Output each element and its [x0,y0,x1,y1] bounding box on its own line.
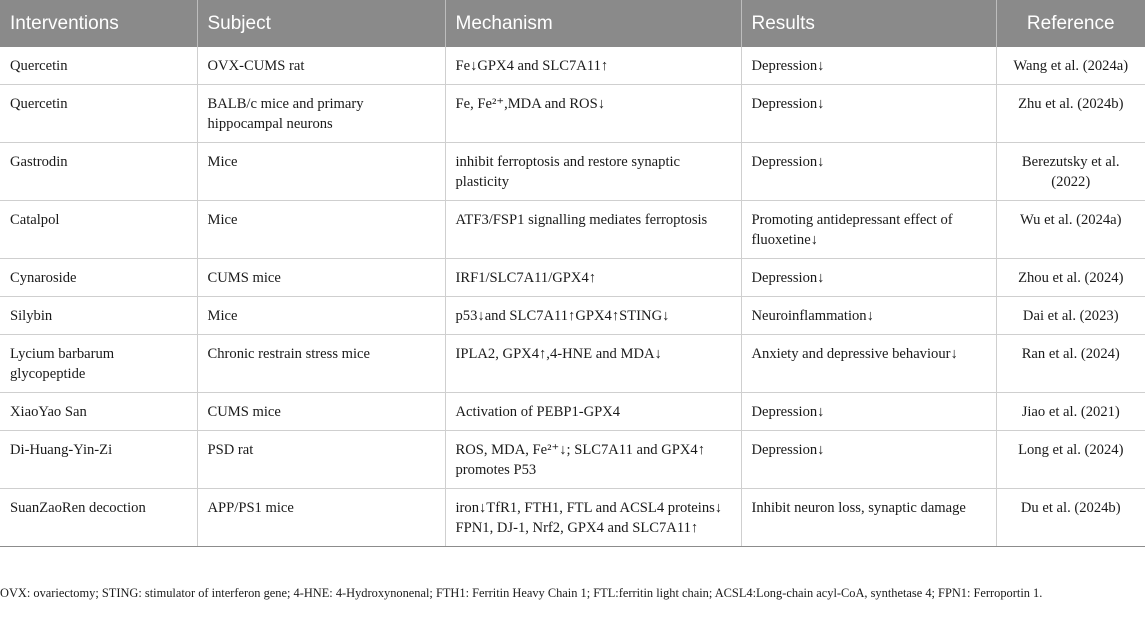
cell-mechanism: ATF3/FSP1 signalling mediates ferroptosis [445,201,741,259]
cell-subject: CUMS mice [197,393,445,431]
cell-reference: Zhou et al. (2024) [996,259,1145,297]
cell-mechanism: Fe, Fe²⁺,MDA and ROS↓ [445,85,741,143]
cell-intervention: XiaoYao San [0,393,197,431]
cell-subject: CUMS mice [197,259,445,297]
cell-mechanism: IPLA2, GPX4↑,4-HNE and MDA↓ [445,335,741,393]
cell-mechanism: ROS, MDA, Fe²⁺↓; SLC7A11 and GPX4↑ promotes P53 [445,431,741,489]
header-mechanism: Mechanism [445,0,741,47]
cell-reference: Wang et al. (2024a) [996,47,1145,85]
header-interventions: Interventions [0,0,197,47]
cell-subject: Mice [197,143,445,201]
cell-mechanism: Activation of PEBP1-GPX4 [445,393,741,431]
cell-subject: APP/PS1 mice [197,489,445,547]
table-row [0,85,1145,143]
table-row [0,297,1145,335]
cell-results: Depression↓ [741,431,996,489]
header-subject: Subject [197,0,445,47]
cell-results: Neuroinflammation↓ [741,297,996,335]
cell-results: Depression↓ [741,393,996,431]
cell-reference: Zhu et al. (2024b) [996,85,1145,143]
cell-subject: Mice [197,201,445,259]
cell-reference: Ran et al. (2024) [996,335,1145,393]
header-results: Results [741,0,996,47]
cell-subject: OVX-CUMS rat [197,47,445,85]
table-row [0,201,1145,259]
table-row [0,47,1145,85]
cell-mechanism: inhibit ferroptosis and restore synaptic plasticity [445,143,741,201]
cell-reference: Berezutsky et al. (2022) [996,143,1145,201]
table-row [0,431,1145,489]
cell-results: Depression↓ [741,259,996,297]
table-row [0,489,1145,547]
table-header-row [0,0,1145,47]
cell-intervention: Catalpol [0,201,197,259]
cell-subject: PSD rat [197,431,445,489]
cell-results: Depression↓ [741,143,996,201]
cell-results: Anxiety and depressive behaviour↓ [741,335,996,393]
cell-intervention: Silybin [0,297,197,335]
header-reference: Reference [996,0,1145,47]
cell-mechanism: iron↓TfR1, FTH1, FTL and ACSL4 proteins↓ FPN1, DJ-1, Nrf2, GPX4 and SLC7A11↑ [445,489,741,547]
cell-intervention: Lycium barbarum glycopeptide [0,335,197,393]
cell-mechanism: Fe↓GPX4 and SLC7A11↑ [445,47,741,85]
table-row [0,143,1145,201]
cell-intervention: Di-Huang-Yin-Zi [0,431,197,489]
cell-subject: Chronic restrain stress mice [197,335,445,393]
cell-intervention: Quercetin [0,47,197,85]
table-row [0,393,1145,431]
cell-intervention: SuanZaoRen decoction [0,489,197,547]
cell-intervention: Quercetin [0,85,197,143]
cell-intervention: Gastrodin [0,143,197,201]
cell-mechanism: p53↓and SLC7A11↑GPX4↑STING↓ [445,297,741,335]
cell-reference: Dai et al. (2023) [996,297,1145,335]
cell-subject: BALB/c mice and primary hippocampal neurons [197,85,445,143]
cell-results: Depression↓ [741,85,996,143]
table-row [0,259,1145,297]
cell-results: Depression↓ [741,47,996,85]
cell-intervention: Cynaroside [0,259,197,297]
cell-reference: Du et al. (2024b) [996,489,1145,547]
cell-results: Promoting antidepressant effect of fluoxetine↓ [741,201,996,259]
cell-reference: Jiao et al. (2021) [996,393,1145,431]
cell-reference: Wu et al. (2024a) [996,201,1145,259]
cell-mechanism: IRF1/SLC7A11/GPX4↑ [445,259,741,297]
cell-subject: Mice [197,297,445,335]
cell-results: Inhibit neuron loss, synaptic damage [741,489,996,547]
table-row [0,335,1145,393]
cell-reference: Long et al. (2024) [996,431,1145,489]
table-footnote: OVX: ovariectomy; STING: stimulator of interferon gene; 4-HNE: 4-Hydroxynonenal; FTH1: Ferritin Heavy Chain 1; FTL:ferritin light chain; ACSL4:Long-chain acyl-CoA, synthetase 4; FPN1: Ferroportin 1. [0,586,1043,600]
